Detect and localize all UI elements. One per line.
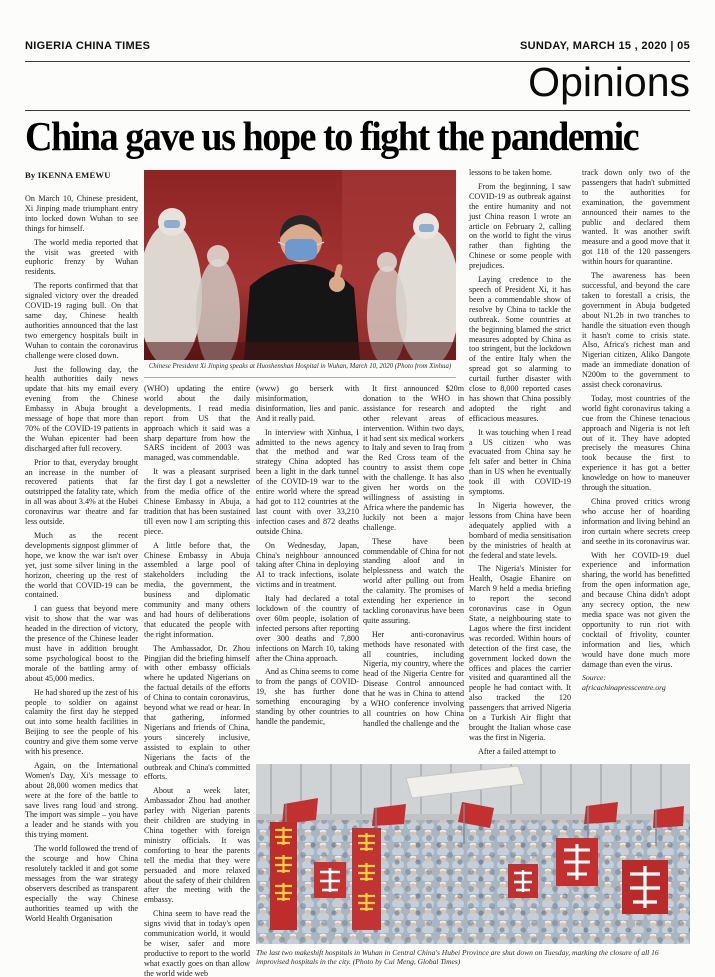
paragraph: From the beginning, I saw COVID-19 as outbreak against the entire humanity and not just China reason I wrote an article on February 2, calling on the world to fight the virus rather than fighting the Chinese or some people with prejudices.: [469, 181, 571, 271]
paragraph: And as China seems to come to from the pangs of COVID-19, she has further done something encouraging by standing by other countries to handle the pandemic,: [256, 667, 359, 726]
paragraph: A little before that, the Chinese Embassy in Abuja assembled a large pool of stakeholders including the media, the government, the business and diplomatic community and many others and had hours of deliberations that educated the people with the right information.: [144, 540, 250, 639]
paragraph: In interview with Xinhua, I admitted to the news agency that the method and war strategy China adopted has been a light in the dark tunnel of the COVID-19 war to the entire world where the spread had got to 112 countries at the last count with over 33,210 infection cases and 872 deaths outside China.: [256, 427, 359, 536]
paragraph: After a failed attempt to: [478, 746, 556, 756]
paragraph: About a week later, Ambassador Zhou had another parley with Nigerian parents their children are studying in China together with foreign ministry officials. It was comforting to hear the parents tell the media that they were persuaded and more relaxed about the safety of their children after the meeting with the embassy.: [144, 786, 250, 905]
paragraph: It first announced $20m donation to the WHO in assistance for research and other relevant areas of intervention. Within two days, it had sent six medical workers to Italy and seven to Iraq from the Red Cross team of the country to assist them cope with the challenge. It has also given her words on the willingness of assisting in Africa where the pandemic has luckily not been a major challenge.: [363, 384, 464, 532]
paragraph: Prior to that, everyday brought an increase in the number of recovered patients that far outstripped the fatality rate, which in all was about 3.4% at the Hubei coronavirus war theatre and far less outside.: [25, 457, 138, 527]
paragraph: On March 10, Chinese president, Xi Jinping made triumphant entry into locked down Wuhan to see things for himself.: [25, 194, 138, 233]
paragraph: The world followed the trend of the scourge and how China resolutely tackled it and got some messages from the war strategy observers described as transparent especially the way Chinese authorities teamed up with the World Health Organisation: [25, 844, 138, 923]
caption-divider: [144, 377, 456, 378]
photo-hospitals-caption: The last two makeshift hospitals in Wuhan in Central China's Hubei Province are shut down on Tuesday, marking the closure of all 16 improvised hospitals in the city. (Photo by Cui Meng, Global Times): [256, 948, 659, 967]
byline: By IKENNA EMEWU: [25, 170, 111, 180]
masthead-title: NIGERIA CHINA TIMES: [25, 40, 151, 52]
paragraph: Again, on the International Women's Day, Xi's message to about 28,000 women medics that were at the fore of the battle to save lives rang loud and strong. The import was simple – you have a leader and he stands with you this trying moment.: [25, 760, 138, 840]
paragraph: China seem to have read the signs vivid that in today's open communication world, it would be wiser, safer and more productive to report to the world what exactly goes on than allow the world wide web: [144, 909, 250, 977]
photo-xi-jinping-hospital: [144, 170, 456, 360]
header-divider-bottom: [25, 110, 690, 111]
paragraph: With her COVID-19 duel experience and information sharing, the world has benefitted from the open information age, and because China didn't adopt any secrecy option, the new media space was not given the opportunity to run riot with cocktail of frivolity, counter information and lies, which would have done much more damage than even the virus.: [582, 550, 690, 669]
paragraph: The Nigeria's Minister for Health, Osagie Ehanire on March 9 held a media briefing to report the second coronavirus case in Ogun State, a neighbouring state to Lagos where the first incident was recorded. Within hours of detection of the first case, the government locked down the offices and places the carrier visited and quarantined all the people he had contact with. It also tracked the 120 passengers that arrived Nigeria on a Turkish Air flight that brought the Italian whose case was the first in Nigeria.: [469, 564, 571, 742]
photo-xi-jinping-illustration: [144, 170, 456, 360]
paragraph: China proved critics wrong who accuse her of hoarding information and living behind an iron curtain where secrets creep and seethe in its coronavirus war.: [582, 497, 690, 546]
paragraph: I can guess that beyond mere visit to show that the war was headed in the direction of victory, the presence of the Chinese leader must have in addition brought some psychological boost to the morale of the battling army of about 45,000 medics.: [25, 604, 138, 683]
paragraph: The reports confirmed that that signaled victory over the dreaded COVID-19 raging bull. On that same day, Chinese health authorities announced that the last two emergency hospitals built in Wuhan to contain the coronavirus challenge were closed down.: [25, 281, 138, 360]
article-column-2: [144, 384, 250, 977]
paragraph: track down only two of the passengers that hadn't submitted to the authorities for examination, the government announced their names to the public and declared them wanted. It was another swift measure and a good move that it got 118 of the 120 passengers within hours for quarantine.: [582, 168, 690, 267]
paragraph: Today, most countries of the world fight coronavirus taking a cue from the Chinese tenacious approach and Nigeria is not left out of it. They have adopted precisely the measures China took because the first to experience it has got a better knowledge on how to maneuver through the situation.: [582, 393, 690, 493]
source-credit: Source: africachinapresscentre.org: [582, 673, 666, 693]
paragraph: These have been commendable of China for not standing aloof and in helplessness and watch the world after pulling out from the calamity. The promises of extending her experience in tackling coronavirus have been quite assuring.: [363, 536, 464, 625]
article-column-6: [582, 168, 690, 693]
masthead-row: [25, 40, 690, 52]
paragraph: lessons to be taken home.: [469, 168, 552, 177]
article-column-1: [25, 194, 138, 927]
paragraph: (www) go berserk with misinformation, disinformation, lies and panic. And it really paid.: [256, 384, 359, 423]
paragraph: It was touching when I read a US citizen who was evacuated from China say he felt safer and better in China than in US when he eventually took ill with COVID-19 symptoms.: [469, 427, 571, 497]
article-column-5: [469, 168, 571, 761]
paragraph: Just the following day, the health authorities daily news update that hits my email every evening from the Chinese Embassy in Abuja brought a message of hope that more than 70% of the COVID-19 patients in the Wuhan epicenter had been discharged after full recovery.: [25, 364, 138, 453]
photo-wuhan-hospitals-closure: [256, 764, 690, 944]
paragraph: Her anti-coronavirus methods have resonated with all countries, including Nigeria, my country, where the head of the Nigeria Centre for Disease Control announced that he was in China to attend a WHO conference involving all countries on how China handled the challenge and the: [363, 629, 464, 728]
article-headline: China gave us hope to fight the pandemic: [25, 113, 639, 159]
paragraph: It was a pleasant surprised the first day I got a newsletter from the media office of the Chinese Embassy in Abuja, a tradition that has been sustained till even now I am scripting this piece.: [144, 467, 250, 536]
article-column-3: [256, 384, 359, 731]
paragraph: The world media reported that the visit was greeted with euphoric frenzy by Wuhan residents.: [25, 237, 138, 277]
paragraph: Italy had declared a total lockdown of the country of over 60m people, isolation of infected persons after reporting over 300 deaths and 7,800 infections on March 10, taking after the China approach.: [256, 594, 359, 663]
paragraph: He had shored up the zest of his people to soldier on against calamity the first day he stepped out into some health facilities in Beijing to see the people of his country and give them some verve with his presence.: [25, 687, 138, 757]
photo-crowd-illustration: [256, 764, 690, 944]
paragraph: (WHO) updating the entire world about the daily developments. I read media report from US that the approach which it said was a sharp departure from how the SARS incident of 2003 was managed, was commendable.: [144, 384, 250, 463]
section-title: Opinions: [528, 59, 690, 105]
photo-xi-caption: Chinese President Xi Jinping speaks at Huoshenshan Hospital in Wuhan, March 10, 2020 (Photo from Xinhua): [148, 363, 452, 370]
paragraph: Laying credence to the speech of President Xi, it has been a commendable show of resolve by China to tackle the outbreak. Some countries at the beginning blamed the strict measures adopted by China as too stringent, but the lockdown of the entire Italy when the spread got so alarming to curtail further disaster with close to 8,000 reported cases has shown that China possibly adopted the right and efficacious measures.: [469, 275, 571, 423]
paragraph: The awareness has been successful, and beyond the care taken to forestall a crisis, the government in Abuja budgeted about N1.2b in two tranches to handle the situation even though it hasn't come to crisis state. Also, Africa's richest man and Nigerian citizen, Aliko Dangote made an immediate donation of N200m to the government to assist check coronavirus.: [582, 271, 690, 390]
paragraph: Much as the recent developments signpost glimmer of hope, we know the war isn't over yet, just some silver lining in the horizon, cheering up the rest of the world that COVID-19 can be contained.: [25, 531, 138, 600]
article-column-4: [363, 384, 464, 733]
paragraph: The Ambassador, Dr. Zhou Pingjian did the briefing himself with other embassy officials where he updated Nigerians on the factual details of the efforts of China to contain coronavirus, beyond what we read or hear. In that gathering, informed Nigerians and friends of China, yours sincerely inclusive, assisted to explain to other Nigerians the facts of the outbreak and China's committed efforts.: [144, 643, 250, 782]
paragraph: In Nigeria however, the lessons from China have been adequately applied with a bombard of media sensitisation by the ministries of health at the federal and state levels.: [469, 501, 571, 560]
paragraph: On Wednesday, Japan, China's neighbour announced taking after China in deploying AI to track infections, isolate victims and in treatment.: [256, 540, 359, 590]
column-6-paragraphs: [582, 168, 690, 669]
date-page-number: SUNDAY, MARCH 15 , 2020 | 05: [519, 40, 690, 52]
